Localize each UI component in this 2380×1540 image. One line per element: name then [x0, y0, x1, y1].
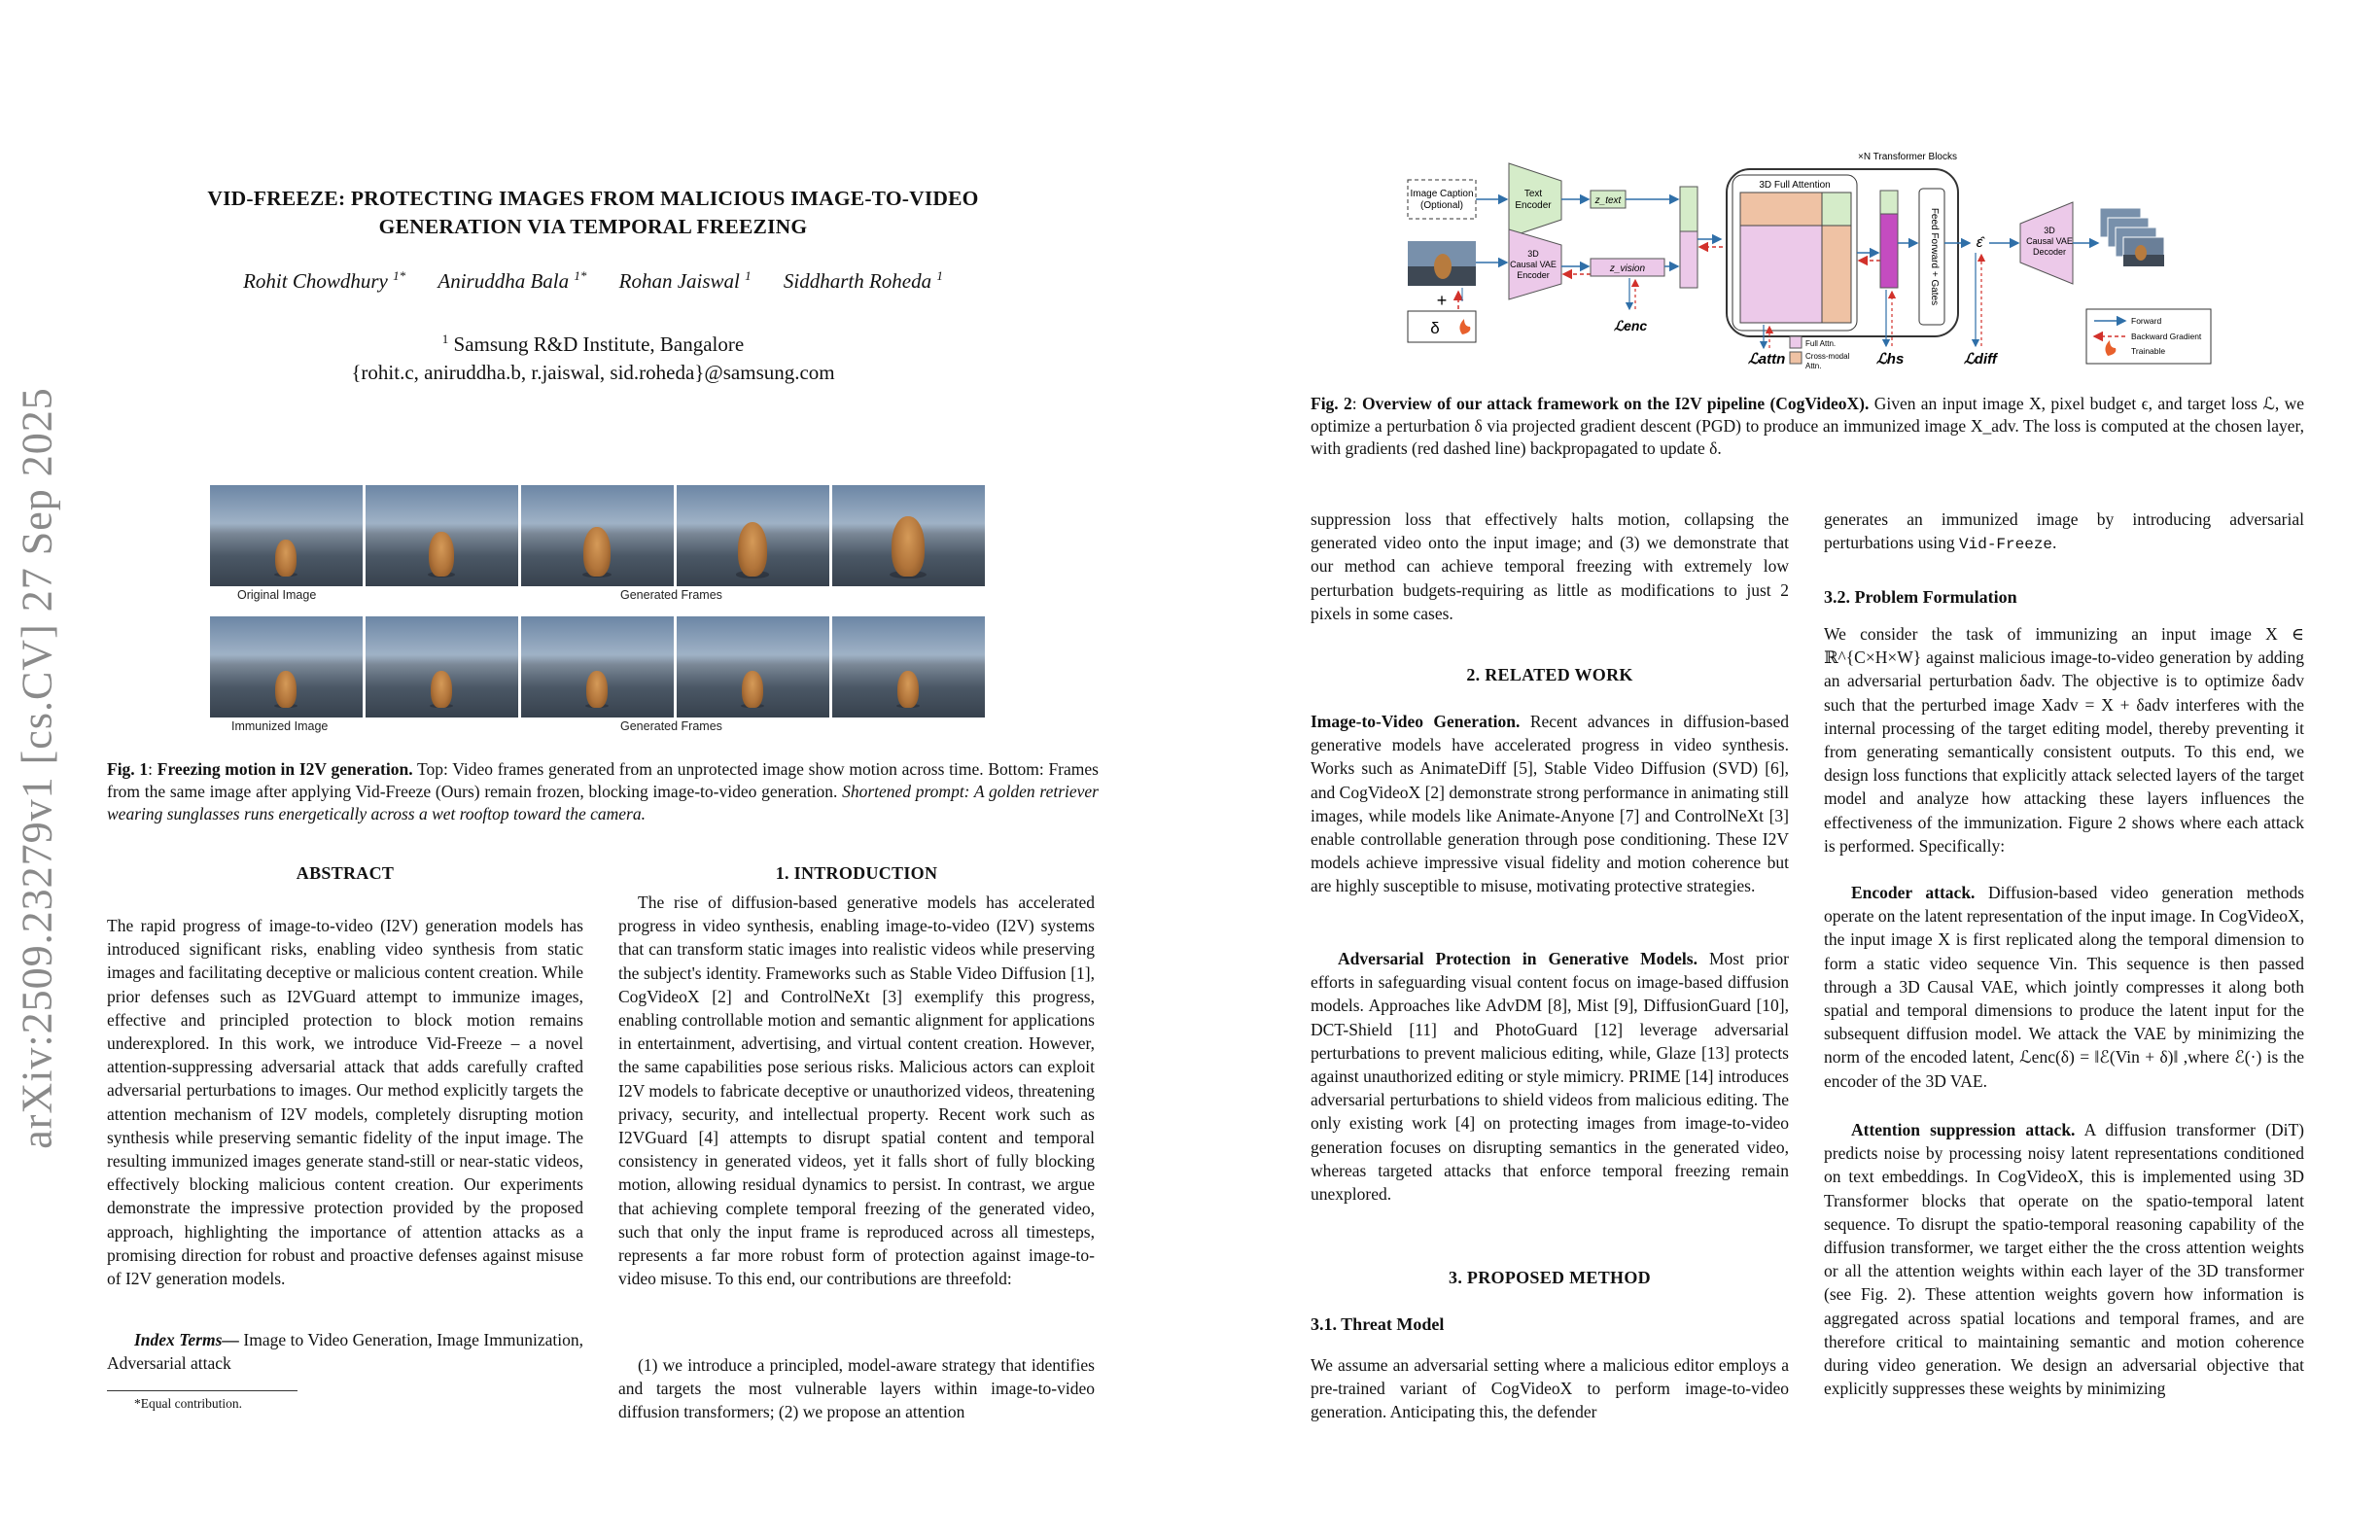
svg-text:Causal VAE: Causal VAE — [1510, 260, 1557, 269]
video-frame — [677, 616, 829, 718]
fig2-caption: Fig. 2: Overview of our attack framework on the I2V pipeline (CogVideoX). Given an input image X, pixel budget ϵ, and target loss ℒ, we optimize a perturbation δ via projected gradient descent (PGD) to produce an immunized image X_adv. The loss is computed at the chosen layer, with gradients (red dashed line) backpropagated to update δ. — [1311, 394, 2305, 458]
svg-text:Image Caption: Image Caption — [1410, 189, 1474, 199]
video-frame — [210, 485, 363, 586]
related-i2v: Image-to-Video Generation. Recent advances in diffusion-based generative models have accelerated progress in video synthesis. Works such as AnimateDiff [5], Stable Video Diffusion (SVD) [6], and CogVideoX [2] demonstrate strong performance in animating still images, while models like Animate-Anyone [7] and ControlNeXt [3] enable controllable generation through pose conditioning. These I2V models achieve impressive visual fidelity and motion coherence but are highly susceptible to misuse, motivating protective strategies. — [1311, 712, 1789, 896]
svg-text:Full Attn.: Full Attn. — [1805, 339, 1837, 348]
video-frame — [366, 485, 518, 586]
threat-heading: 3.1. Threat Model — [1311, 1314, 1445, 1334]
output-frames — [2100, 208, 2164, 266]
abstract-text: The rapid progress of image-to-video (I2V) generation models has introduced significant risks, enabling video synthesis from static images and facilitating deceptive or malicious content creation. While prior defenses such as I2VGuard attempt to immunize images, effective and principled protection to block motion remains underexplored. In this work, we introduce Vid-Freeze – a novel attention-suppressing adversarial attack that adds carefully crafted adversarial perturbations to images. Our method explicitly targets the attention mechanism of I2V models, completely disrupting motion synthesis while preserving semantic fidelity of the input image. The resulting immunized images generate stand-still or near-static videos, effectively blocking malicious content creation. Our experiments demonstrate the impressive protection provided by the proposed approach, highlighting the importance of attention attacks as a promising direction for robust and proactive defenses against misuse of I2V generation models. — [107, 916, 583, 1289]
dog — [275, 540, 296, 577]
svg-text:Backward Gradient: Backward Gradient — [2131, 332, 2202, 341]
intro-paragraph: The rise of diffusion-based generative models has accelerated progress in video synthesis, enabling image-to-video (I2V) systems that can transform static images into realistic videos while preserving the subject's identity. Frameworks such as Stable Video Diffusion [1], CogVideoX [2] and ControlNeXt [3] exemplify this progress, enabling controllable motion and semantic alignment for applications in entertainment, advertising, and virtual content creation. However, the same capabilities pose serious risks. Malicious actors can exploit I2V models to fabricate deceptive or unauthorized videos, threatening privacy, security, and intellectual property. Recent work such as I2VGuard [4] attempts to disrupt spatial content and temporal consistency in generated videos, yet it falls short of fully blocking motion, allowing residual dynamics to persist. In contrast, we argue that achieving complete temporal freezing of the generated video, such that only the input frame is reproduced across all timesteps, represents a far more robust form of protection against image-to-video misuse. To this end, our contributions are threefold: — [618, 892, 1095, 1289]
video-frame — [832, 616, 985, 718]
svg-text:Encoder: Encoder — [1515, 200, 1552, 211]
problem-text: We consider the task of immunizing an input image X ∈ ℝ^{C×H×W} against malicious image-to-video generation by adding an adversarial perturbation δadv. The objective is to optimize δadv such that the perturbed image Xadv = X + δadv interferes with the internal processing of the target editing model, thereby preventing it from generating semantically consistent outputs. To this end, we design loss functions that explicitly attack selected layers of the target model and analyze how attacking these layers influences the effectiveness of the immunization. Figure 2 shows where each attack is performed. Specifically: — [1824, 624, 2304, 856]
dog — [429, 532, 453, 577]
dog — [892, 516, 925, 577]
attention-attack: Attention suppression attack. A diffusion transformer (DiT) predicts noise by processing noisy latent representations conditioned on text embeddings. In CogVideoX, this is implemented using 3D Transformer blocks that operate on the spatio-temporal latent sequence. To disrupt the spatio-temporal reasoning capability of the diffusion transformer, we target either the the cross attention weights or all the attention weights within each layer of the 3D transformer (see Fig. 2). These attention weights govern how information is aggregated across spatial locations and temporal frames, and are therefore critical to maintaining semantic and motion coherence during video generation. We design an adversarial objective that explicitly suppresses these weights by minimizing — [1824, 1120, 2304, 1399]
contributions-cont: suppression loss that effectively halts motion, collapsing the generated video onto the input image; and (3) we demonstrate that our method can achieve temporal freezing with extremely low perturbation budgets-requiring as little as modifications to just 2 pixels in some cases. — [1311, 509, 1789, 623]
footnote: *Equal contribution. — [134, 1396, 242, 1411]
fig1-label-immunized: Immunized Image — [231, 719, 329, 733]
vae-decoder — [2020, 202, 2073, 284]
video-frame — [366, 616, 518, 718]
delta-box — [1408, 311, 1476, 342]
fig1-bottom-frames — [210, 616, 988, 718]
paper-title: VID-FREEZE: PROTECTING IMAGES FROM MALICIOUS IMAGE-TO-VIDEO GENERATION VIA TEMPORAL FREEZING — [207, 187, 979, 238]
fig1-caption: Fig. 1: Freezing motion in I2V generation. Top: Video frames generated from an unprotected image show motion across time. Bottom: Frames from the same image after applying Vid-Freeze (Ours) remain frozen, blocking image-to-video generation. Shortened prompt: A golden retriever wearing sunglasses runs energetically across a wet rooftop toward the camera. — [107, 759, 1099, 823]
svg-text:Text: Text — [1523, 189, 1543, 199]
author-list — [107, 268, 1079, 294]
svg-text:(Optional): (Optional) — [1420, 200, 1463, 211]
author-emails: {rohit.c, aniruddha.b, r.jaiswal, sid.roheda}@samsung.com — [351, 361, 835, 384]
loss-diff: ℒdiff — [1964, 351, 1997, 368]
plus-sign: + — [1436, 291, 1448, 310]
ffn-label: Feed Forward + Gates — [1929, 207, 1940, 306]
svg-text:Decoder: Decoder — [2032, 247, 2067, 257]
fig2-diagram — [1406, 146, 2213, 379]
abstract-heading: ABSTRACT — [296, 863, 395, 883]
index-terms: Index Terms— Image to Video Generation, Image Immunization, Adversarial attack — [107, 1330, 583, 1374]
fig1-top-frames — [210, 485, 988, 586]
svg-text:Forward: Forward — [2131, 316, 2162, 326]
dog — [431, 671, 451, 708]
fig1-label-generated-bottom: Generated Frames — [620, 719, 722, 733]
threat-model-text: We assume an adversarial setting where a malicious editor employs a pre-trained variant of CogVideoX to perform image-to-video generation. Anticipating this, the defender — [1311, 1355, 1789, 1422]
loss-attn: ℒattn — [1748, 351, 1786, 368]
arxiv-stamp: arXiv:2509.23279v1 [cs.CV] 27 Sep 2025 — [13, 387, 61, 1149]
dog — [583, 527, 611, 577]
svg-text:Attn.: Attn. — [1805, 362, 1822, 370]
svg-text:Trainable: Trainable — [2131, 346, 2166, 356]
problem-heading: 3.2. Problem Formulation — [1824, 587, 2017, 607]
affiliation: $^1$ Samsung R&D Institute, Bangalore {rohit.c, aniruddha.b, r.jaiswal, sid.roheda}@samsung.com — [107, 325, 1079, 387]
fig1-label-generated-top: Generated Frames — [620, 588, 722, 602]
image-caption-box — [1408, 180, 1476, 219]
fig1-label-original: Original Image — [237, 588, 317, 602]
svg-text:3D: 3D — [2044, 226, 2055, 235]
z-text-label: z_text — [1594, 195, 1622, 206]
dog — [897, 671, 918, 708]
svg-text:Encoder: Encoder — [1517, 270, 1550, 280]
footnote-rule — [107, 1390, 298, 1391]
vae-encoder — [1509, 229, 1561, 299]
input-image-thumb — [1408, 241, 1476, 286]
eps-hat: ε̂ — [1976, 234, 1983, 251]
dog — [275, 671, 296, 708]
svg-text:δ: δ — [1430, 319, 1440, 337]
defender-cont: generates an immunized image by introducing adversarial perturbations using Vid-Freeze. — [1824, 509, 2304, 554]
author: Rohan Jaiswal $^1$ — [618, 268, 752, 293]
video-frame — [521, 616, 674, 718]
loss-hs: ℒhs — [1876, 351, 1905, 368]
z-vision-label: z_vision — [1609, 263, 1646, 274]
dog — [742, 671, 762, 708]
author: Aniruddha Bala $^{1*}$ — [438, 268, 587, 293]
method-heading: 3. PROPOSED METHOD — [1449, 1268, 1651, 1287]
attention-matrix — [1740, 192, 1851, 323]
dog — [738, 522, 768, 577]
loss-enc: ℒenc — [1614, 318, 1648, 333]
dog — [586, 671, 607, 708]
intro-contributions: (1) we introduce a principled, model-aware strategy that identifies and targets the most vulnerable layers within image-to-video diffusion transformers; (2) we propose an attention — [618, 1355, 1095, 1422]
video-frame — [210, 616, 363, 718]
full-attention-label: 3D Full Attention — [1759, 180, 1831, 191]
encoder-attack: Encoder attack. Diffusion-based video generation methods operate on the latent representation of the input image. In CogVideoX, the input image X is first replicated along the temporal dimension to form a static video sequence Vin. This sequence is then passed through a 3D Causal VAE, which jointly compresses it along both spatial and temporal dimensions to produce the latent input for the subsequent diffusion model. We attack the VAE by minimizing the norm of the encoded latent, ℒenc(δ) = ‖ℰ(Vin + δ)‖ ,where ℰ(·) is the encoder of the 3D VAE. — [1824, 883, 2305, 1091]
intro-heading: 1. INTRODUCTION — [775, 863, 938, 883]
related-work-heading: 2. RELATED WORK — [1466, 665, 1633, 684]
video-frame — [832, 485, 985, 586]
svg-text:Cross-modal: Cross-modal — [1805, 352, 1850, 361]
video-frame — [677, 485, 829, 586]
arrow-legend — [2086, 309, 2211, 364]
text-encoder — [1509, 163, 1561, 237]
svg-text:3D: 3D — [1527, 249, 1539, 259]
author: Siddharth Roheda $^1$ — [783, 268, 943, 293]
svg-text:Causal VAE: Causal VAE — [2026, 236, 2073, 246]
attention-legend — [1790, 336, 1850, 370]
n-blocks-label: ×N Transformer Blocks — [1858, 152, 1957, 162]
video-frame — [521, 485, 674, 586]
author: Rohit Chowdhury $^{1*}$ — [243, 268, 406, 293]
related-adversarial: Adversarial Protection in Generative Models. Most prior efforts in safeguarding visual content focus on image-based diffusion models. Approaches like AdvDM [8], Mist [9], DiffusionGuard [10], DCT-Shield [11] and PhotoGuard [12] leverage adversarial perturbations to prevent malicious editing, while, Glaze [13] protects against unauthorized editing or style mimicry. PRIME [14] introduces adversarial perturbations to shield videos from malicious editing. The only existing work [4] on protecting images from image-to-video generation focuses on disrupting semantics in the generated video, whereas targeted attacks that enforce temporal freezing remain unexplored. — [1311, 949, 1789, 1205]
